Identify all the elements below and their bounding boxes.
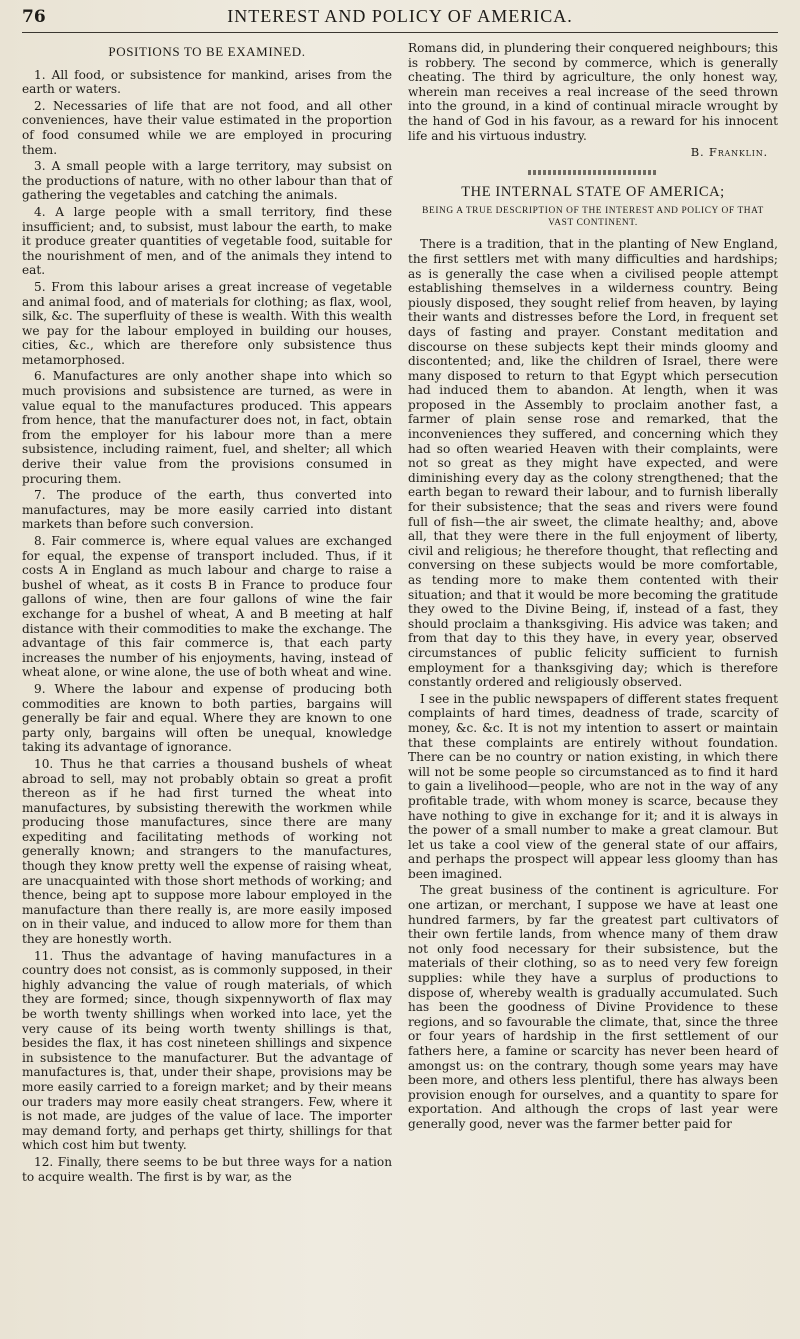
article-title: THE INTERNAL STATE OF AMERICA; — [461, 183, 725, 200]
paragraph: 7. The produce of the earth, thus converted into manufactures, may be more easily carried into distant markets than before such conversion. — [22, 488, 392, 532]
paragraph: 2. Necessaries of life that are not food, and all other conveniences, have their value estimated in the proportion of food consumed while we are employed in procuring them. — [22, 98, 392, 157]
left-column — [22, 41, 392, 1186]
paragraph-continuation: Romans did, in plundering their conquered neighbours; this is robbery. The second by commerce, which is generally cheating. The third by agriculture, the only honest way, wherein man receives a real increase of the seed thrown into the ground, in a kind of continual miracle wrought by the hand of God in his favour, as a reward for his innocent life and his virtuous industry. — [408, 41, 778, 143]
paragraph: 10. Thus he that carries a thousand bushels of wheat abroad to sell, may not probably obtain so great a profit thereon as if he had first turned the wheat into manufactures, by subsisting therewith the workmen while producing those manufactures, since there are many expediting and facilitating methods of working not generally known; and strangers to the manufactures, though they know pretty well the expense of raising wheat, are unacquainted with those short methods of working; and thence, being apt to suppose more labour employed in the manufacture than there really is, are more easily imposed on in their value, and induced to allow more for them than they are honestly worth. — [22, 756, 392, 947]
article-subtitle: BEING A TRUE DESCRIPTION OF THE INTEREST AND POLICY OF THAT VAST CONTINENT. — [422, 206, 764, 229]
paragraph: 12. Finally, there seems to be but three ways for a nation to acquire wealth. The first is by war, as the — [22, 1154, 392, 1184]
section-heading-positions: POSITIONS TO BE EXAMINED. — [108, 44, 306, 59]
paragraph: The great business of the continent is agriculture. For one artizan, or merchant, I suppose we have at least one hundred farmers, by far the greatest part cultivators of their own fertile lands, from whence many of them draw not only food necessary for their subsistence, but the materials of their clothing, so as to need very few foreign supplies: while they have a surplus of productions to dispose of, whereby wealth is gradually accumulated. Such has been the goodness of Divine Providence to these regions, and so favourable the climate, that, since the three or four years of hardship in the first settlement of our fathers here, a famine or scarcity has never been heard of amongst us: on the contrary, though some years may have been more, and others less plentiful, there has always been provision enough for ourselves, and a quantity to spare for exportation. And although the crops of last year were generally good, never was the farmer better paid for — [408, 883, 778, 1131]
paragraph: 8. Fair commerce is, where equal values are exchanged for equal, the expense of transport included. Thus, if it costs A in England as much labour and charge to raise a bushel of wheat, as it costs B in France to produce four gallons of wine, then are four gallons of wine the fair exchange for a bushel of wheat, A and B meeting at half distance with their commodities to make the exchange. The advantage of this fair commerce is, that each party increases the number of his enjoyments, having, instead of wheat alone, or wine alone, the use of both wheat and wine. — [22, 534, 392, 680]
paragraph: 5. From this labour arises a great increase of vegetable and animal food, and of materials for clothing; as flax, wool, silk, &c. The superfluity of these is wealth. With this wealth we pay for the labour employed in building our houses, cities, &c., which are therefore only subsistence thus metamorphosed. — [22, 279, 392, 367]
section-divider — [528, 170, 658, 175]
right-column — [408, 41, 778, 1186]
running-title: INTEREST AND POLICY OF AMERICA. — [227, 6, 573, 26]
page-header — [22, 6, 778, 33]
paragraph: 1. All food, or subsistence for mankind, arises from the earth or waters. — [22, 67, 392, 97]
paragraph: 3. A small people with a large territory, may subsist on the productions of nature, with no other labour than that of gathering the vegetables and catching the animals. — [22, 159, 392, 203]
page-number: 76 — [22, 7, 46, 27]
paragraph: 4. A large people with a small territory, find these insufficient; and, to subsist, must labour the earth, to make it produce greater quantities of vegetable food, suitable for the nourishment of men, and of the animals they intend to eat. — [22, 204, 392, 278]
paragraph: 6. Manufactures are only another shape into which so much provisions and subsistence are turned, as were in value equal to the manufactures produced. This appears from hence, that the manufacturer does not, in fact, obtain from the employer for his labour more than a mere subsistence, including raiment, fuel, and shelter; all which derive their value from the provisions consumed in procuring them. — [22, 369, 392, 486]
paragraph: There is a tradition, that in the planting of New England, the first settlers met with many difficulties and hardships; as is generally the case when a civilised people attempt establishing themselves in a wilderness country. Being piously disposed, they sought relief from heaven, by laying their wants and distresses before the Lord, in frequent set days of fasting and prayer. Constant meditation and discourse on these subjects kept their minds gloomy and discontented; and, like the children of Israel, there were many disposed to return to that Egypt which persecution had induced them to abandon. At length, when it was proposed in the Assembly to proclaim another fast, a farmer of plain sense rose and remarked, that the inconveniences they suffered, and concerning which they had so often wearied Heaven with their complaints, were not so great as they might have expected, and were diminishing every day as the colony strengthened; that the earth began to reward their labour, and to furnish liberally for their subsistence; that the seas and rivers were found full of fish—the air sweet, the climate healthy; and, above all, that they were there in the full enjoyment of liberty, civil and religious; he therefore thought, that reflecting and conversing on these subjects would be more comfortable, as tending more to make them contented with their situation; and that it would be more becoming the gratitude they owed to the Divine Being, if, instead of a fast, they should proclaim a thanksgiving. His advice was taken; and from that day to this they have, in every year, observed circumstances of public felicity sufficient to furnish employment for a thanksgiving day; which is therefore constantly ordered and religiously observed. — [408, 237, 778, 690]
paragraph: 11. Thus the advantage of having manufactures in a country does not consist, as is commonly supposed, in their highly advancing the value of rough materials, of which they are formed; since, though sixpennyworth of flax may be worth twenty shillings when worked into lace, yet the very cause of its being worth twenty shillings is that, besides the flax, it has cost nineteen shillings and sixpence in subsistence to the manufacturer. But the advantage of manufactures is, that, under their shape, provisions may be more easily carried to a foreign market; and by their means our traders may more easily cheat strangers. Few, where it is not made, are judges of the value of lace. The importer may demand forty, and perhaps get thirty, shillings for that which cost him but twenty. — [22, 948, 392, 1153]
text-columns — [22, 41, 778, 1186]
paragraph: I see in the public newspapers of different states frequent complaints of hard times, deadness of trade, scarcity of money, &c. &c. It is not my intention to assert or maintain that these complaints are entirely without foundation. There can be no country or nation existing, in which there will not be some people so circumstanced as to find it hard to gain a livelihood—people, who are not in the way of any profitable trade, with whom money is scarce, because they have nothing to give in exchange for it; and it is always in the power of a small number to make a great clamour. But let us take a cool view of the general state of our affairs, and perhaps the prospect will appear less gloomy than has been imagined. — [408, 691, 778, 881]
paragraph: 9. Where the labour and expense of producing both commodities are known to both parties, bargains will generally be fair and equal. Where they are known to one party only, bargains will often be unequal, knowledge taking its advantage of ignorance. — [22, 681, 392, 755]
author-signature: B. Franklin. — [690, 145, 768, 160]
